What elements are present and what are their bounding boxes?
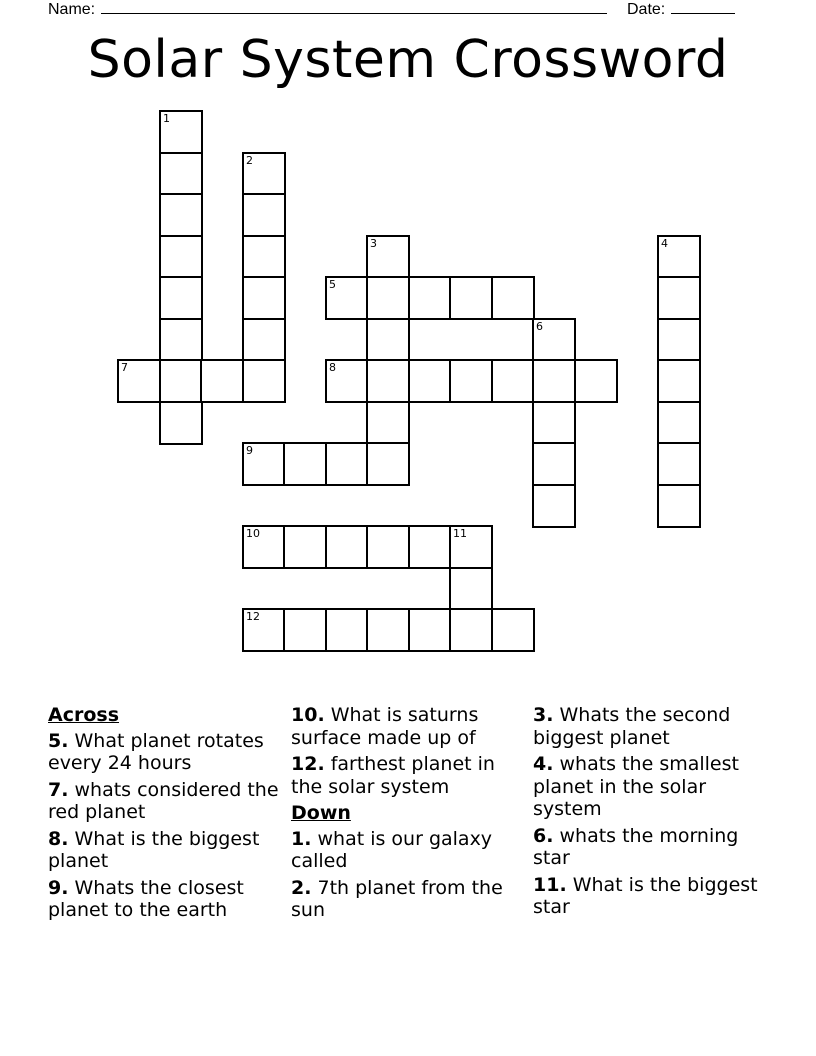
grid-cell[interactable] [159,235,203,279]
grid-cell-2[interactable] [242,152,286,196]
grid-cell[interactable] [242,193,286,237]
grid-cell[interactable] [242,318,286,362]
grid-cell[interactable] [657,276,701,320]
clue-across-12: 12. farthest planet in the solar system [291,753,495,798]
clue-across-8: 8. What is the biggest planet [48,827,260,872]
clue-number: 11 [453,527,467,540]
grid-cell[interactable] [283,608,327,652]
clue-down-1: 1. what is our galaxy called [291,827,493,872]
grid-cell[interactable] [242,235,286,279]
grid-cell[interactable] [325,525,369,569]
grid-cell[interactable] [242,359,286,403]
grid-cell-8[interactable] [325,359,369,403]
grid-cell[interactable] [200,359,244,403]
name-label: Name: [48,1,96,18]
grid-cell[interactable] [449,276,493,320]
clues-column-2 [291,704,527,926]
grid-cell[interactable] [449,359,493,403]
clue-number: 4 [661,237,668,250]
clue-down-4: 4. whats the smallest planet in the solar system [533,753,739,820]
grid-cell[interactable] [366,359,410,403]
grid-cell-11[interactable] [449,525,493,569]
clue-across-5: 5. What planet rotates every 24 hours [48,729,264,774]
clue-down-3: 3. Whats the second biggest planet [533,704,731,749]
grid-cell[interactable] [159,401,203,445]
grid-cell-3[interactable] [366,235,410,279]
grid-cell[interactable] [657,484,701,528]
grid-cell[interactable] [491,276,535,320]
clue-across-7: 7. whats considered the red planet [48,778,279,823]
clue-across-10: 10. What is saturns surface made up of [291,704,479,749]
clue-down-11: 11. What is the biggest star [533,873,758,918]
grid-cell[interactable] [532,359,576,403]
grid-cell[interactable] [366,276,410,320]
grid-cell[interactable] [366,318,410,362]
grid-cell[interactable] [491,359,535,403]
grid-cell[interactable] [366,525,410,569]
clues-column-3 [533,704,769,923]
grid-cell[interactable] [325,442,369,486]
grid-cell[interactable] [366,608,410,652]
clue-number: 6 [536,320,543,333]
clue-number: 5 [329,278,336,291]
grid-cell-9[interactable] [242,442,286,486]
grid-cell-6[interactable] [532,318,576,362]
grid-cell[interactable] [159,152,203,196]
grid-cell-12[interactable] [242,608,286,652]
grid-cell[interactable] [657,318,701,362]
grid-cell[interactable] [159,318,203,362]
grid-cell-1[interactable] [159,110,203,154]
grid-cell[interactable] [408,359,452,403]
clue-number: 10 [246,527,260,540]
grid-cell-4[interactable] [657,235,701,279]
grid-cell-7[interactable] [117,359,161,403]
grid-cell[interactable] [366,442,410,486]
grid-cell[interactable] [408,608,452,652]
grid-cell[interactable] [532,401,576,445]
grid-cell[interactable] [366,401,410,445]
grid-cell[interactable] [408,525,452,569]
date-label: Date: [627,1,666,18]
clue-number: 1 [163,112,170,125]
grid-cell[interactable] [657,359,701,403]
grid-cell[interactable] [449,567,493,611]
grid-cell[interactable] [532,484,576,528]
grid-cell[interactable] [283,442,327,486]
grid-cell[interactable] [325,608,369,652]
clue-number: 7 [121,361,128,374]
grid-cell[interactable] [657,442,701,486]
grid-cell-5[interactable] [325,276,369,320]
grid-cell[interactable] [159,193,203,237]
clue-number: 3 [370,237,377,250]
grid-cell-10[interactable] [242,525,286,569]
grid-cell[interactable] [574,359,618,403]
grid-cell[interactable] [449,608,493,652]
page-title: Solar System Crossword [87,30,729,90]
clue-down-2: 2. 7th planet from the sun [291,876,503,921]
grid-cell[interactable] [242,276,286,320]
grid-cell[interactable] [159,359,203,403]
across-heading: Across [48,704,120,726]
grid-cell[interactable] [408,276,452,320]
clue-number: 9 [246,444,253,457]
grid-cell[interactable] [491,608,535,652]
clues-column-1 [48,704,284,926]
grid-cell[interactable] [159,276,203,320]
clue-across-9: 9. Whats the closest planet to the earth [48,876,244,921]
grid-cell[interactable] [657,401,701,445]
clue-down-6: 6. whats the morning star [533,824,739,869]
clue-number: 8 [329,361,336,374]
clue-number: 12 [246,610,260,623]
grid-cell[interactable] [283,525,327,569]
grid-cell[interactable] [532,442,576,486]
down-heading: Down [291,802,351,824]
clue-number: 2 [246,154,253,167]
